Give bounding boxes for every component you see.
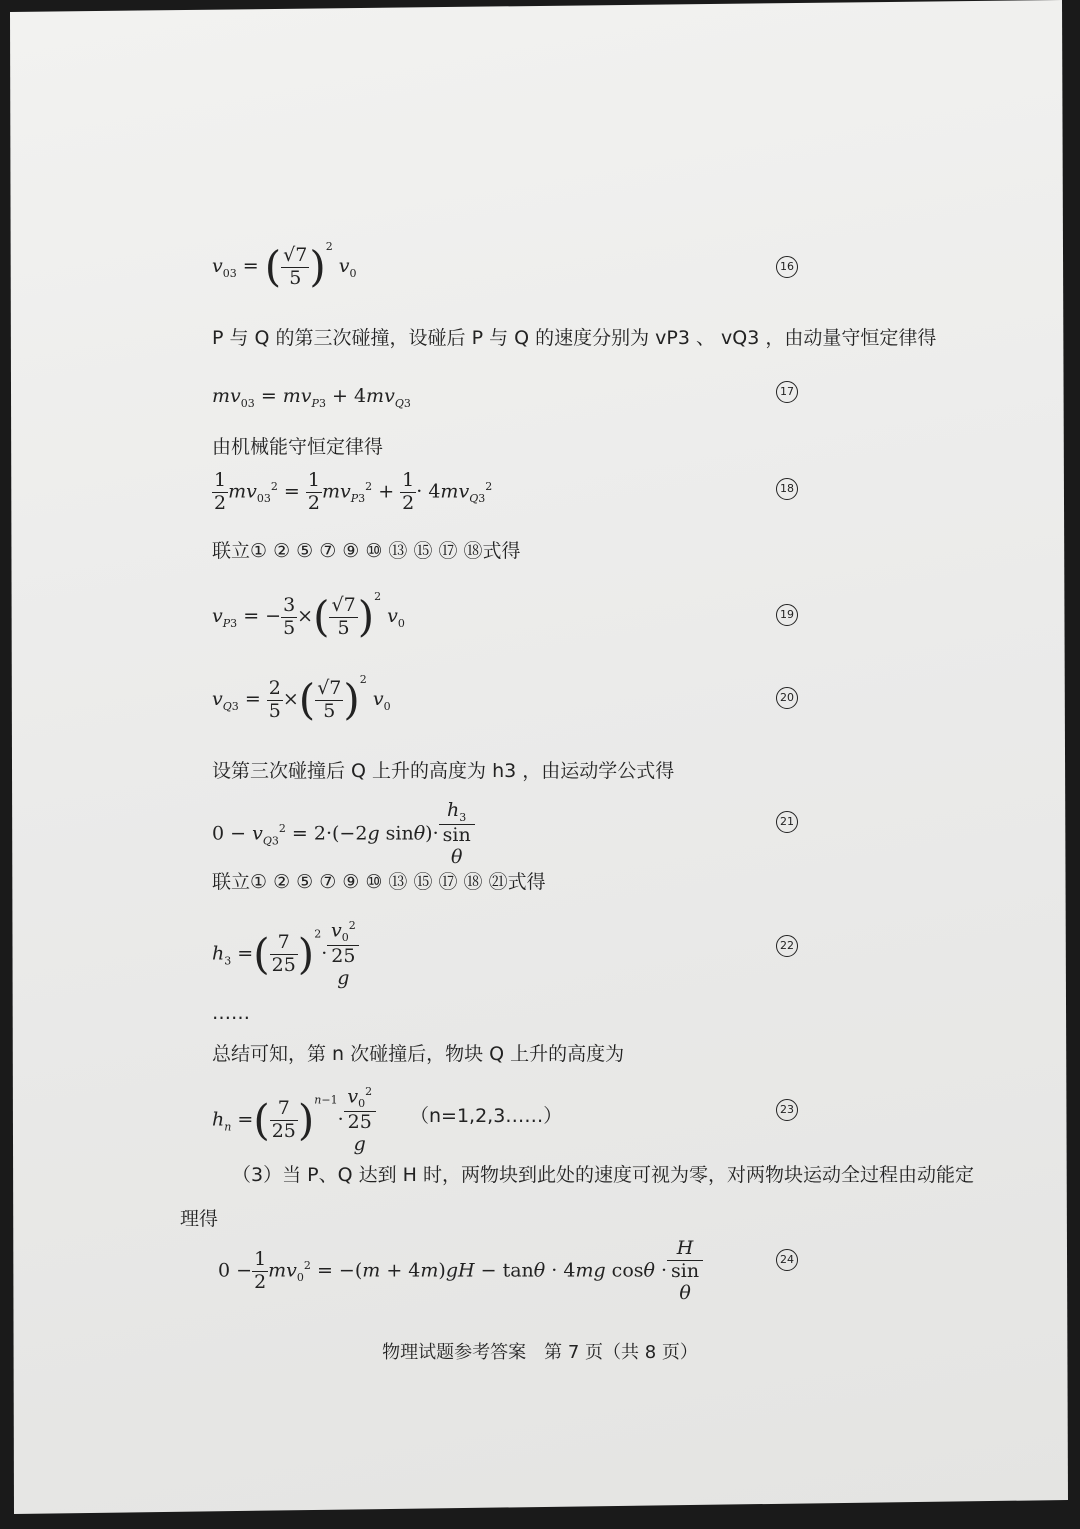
equation-number-22: 22: [776, 935, 798, 957]
page-footer: 物理试题参考答案 第 7 页（共 8 页）: [382, 1342, 698, 1363]
equation-21: $0 - v_{Q3}^2 = 2\cdot(-2g$ sinθ)· $h_3$ sin θ: [212, 800, 475, 869]
equation-number-18: 18: [776, 478, 798, 500]
equation-23: $h_n$ =( $\frac{7}{25}$ )$^{n-1}$· $v_0^2$ 25 g: [212, 1086, 376, 1155]
equation-23-note: （n=1,2,3……）: [410, 1105, 563, 1127]
text-line-2: 由机械能守恒定律得: [212, 436, 384, 458]
equation-number-19: 19: [776, 604, 798, 626]
equation-number-17: 17: [776, 381, 798, 403]
equation-number-16: 16: [776, 256, 798, 278]
equation-22: $h_3$ =( $\frac{7}{25}$ )$^2$· $v_0^2$ 25 g: [212, 920, 359, 989]
text-line-1: P 与 Q 的第三次碰撞，设碰后 P 与 Q 的速度分别为 vP3 、 vQ3 ，由动量守恒定律得: [212, 327, 937, 349]
equation-number-23: 23: [776, 1099, 798, 1121]
equation-number-20: 20: [776, 687, 798, 709]
equation-24: 0 − $\frac{1}{2}$ $mv_0^2 = -(m + 4m)gH - \tan\theta \cdot 4mg$ cosθ · H sin θ: [218, 1238, 703, 1305]
text-line-8: （3）当 P、Q 达到 H 时，两物块到此处的速度可视为零，对两物块运动全过程由动能定: [232, 1164, 974, 1186]
equation-number-21: 21: [776, 811, 798, 833]
text-line-7: 总结可知，第 n 次碰撞后，物块 Q 上升的高度为: [212, 1043, 625, 1065]
text-line-5: 联立① ② ⑤ ⑦ ⑨ ⑩ ⑬ ⑮ ⑰ ⑱ ㉑式得: [212, 871, 546, 893]
equation-17: $mv_{03} = mv_{P3} + 4mv_{Q3}$: [212, 385, 411, 410]
equation-20: $v_{Q3}$ = $\frac{2}{5}$ ×( $\frac{√7}{5}$ )$^2$ $v_0$: [212, 673, 391, 724]
equation-number-24: 24: [776, 1249, 798, 1271]
text-line-4: 设第三次碰撞后 Q 上升的高度为 h3 ，由运动学公式得: [212, 760, 675, 782]
text-line-3: 联立① ② ⑤ ⑦ ⑨ ⑩ ⑬ ⑮ ⑰ ⑱式得: [212, 540, 521, 562]
equation-19: $v_{P3}$ = − $\frac{3}{5}$ ×( $\frac{√7}{5}$ )$^2$ $v_0$: [212, 590, 405, 641]
equation-16: $v_{03}$ = ( $\frac{√7}{5}$ )$^2$ $v_0$: [212, 240, 357, 291]
equation-18: $\frac{1}{2}$ $mv_{03}^2$ = $\frac{1}{2}$ $mv_{P3}^2$ + $\frac{1}{2}$ · $4mv_{Q3}^2$: [214, 469, 493, 514]
text-line-6: ……: [212, 1002, 250, 1024]
text-line-9: 理得: [180, 1208, 219, 1230]
